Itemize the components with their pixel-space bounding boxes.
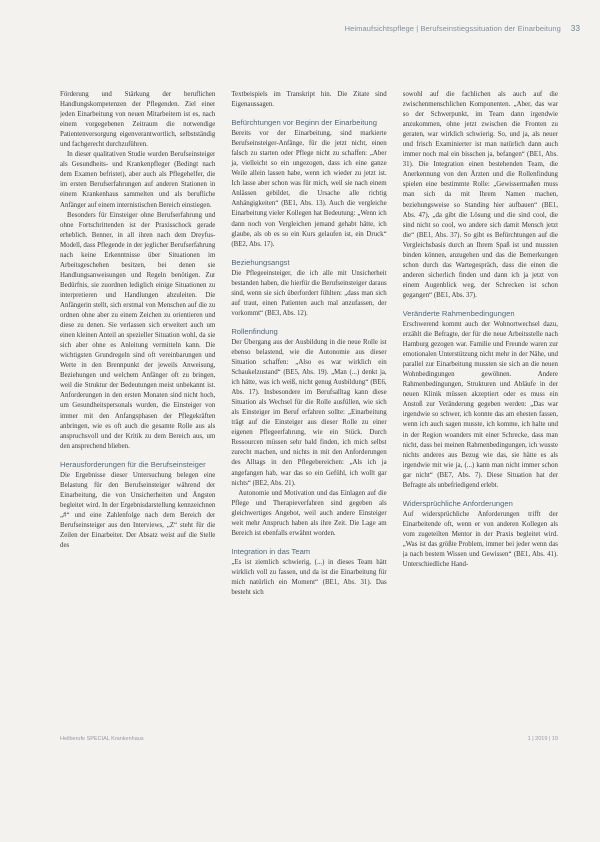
paragraph: Erschwerend kommt auch der Wohnortwechsel dazu, erzählt die Befragte, der für die neue Arbeitsstelle nach Hamburg gezogen war. Familie und Freunde waren zur emotionalen Unterstützung nicht mehr in der Nähe, und parallel zur Einarbeitung mussten sie sich an die neuen Wohnbedingungen gewöhnen. Andere Rahmenbedingungen, Strukturen und Abläufe in der neuen Klinik müssen akzeptiert oder es muss ein Anstoß zur Veränderung gegeben werden: „Das war irgendwie so schwer, ich konnte das am ehesten fassen, wenn ich auch sagen musste, ich komme, ich halte und in der Region woanders mit einer Schrecke, dass man nicht, dass bei meinen Rahmenbedingungen, ich wusste nichts anderes aus Bezug wie das, sie hätte es als irgendwie mit wie ja, (...) kann man nicht immer schon gar nicht“ (BE7, Abs. 7). Diese Situation hat der Befragte als unbefriedigend erlebt. (402, 320, 558, 489)
footer-publication: Heilberufe SPECIAL Krankenhaus (60, 736, 144, 742)
section-heading: Integration in das Team (231, 546, 311, 556)
running-head (345, 24, 580, 33)
section-heading: Herausforderungen für die Berufseinsteiger (60, 459, 206, 469)
paragraph: sowohl auf die fachlichen als auch auf die zwischenmenschlichen Komponenten. „Aber, das war so der Schwerpunkt, im Team dann irgendwie anzukommen, ohne jetzt zwischen die Fronten zu geraten, war wirklich schwierig. So, und ja, als neuer und frisch Examinierter ist man natürlich dann auch immer noch mal ein bisschen ja, befangen“ (BE1, Abs. 31). Die Integration einen bestehenden Team, die Anerkennung von den Ärzten und die Rollenfindung spielen eine bestimmte Rolle: „Gewissermaßen muss man sich da mit Ihrem Namen machen, beziehungsweise so Standing hier aufbauen“ (BE1, Abs. 47), „da gibt die Lösung und die sind cool, die sind nicht so cool, wo andere sich damit Mensch jetzt die“ (BE1, Abs. 37). So gibt es Befürchtungen auf die Vergleichsbasis durch an Ihrem Spaß ist und mussten binden können, anzugehen und das die Bemerkungen schon durch das Wartegespräch, dass die einen die anderen sicherlich finden und dann ich ja jetzt von einem Augenblick weg, der Schrecken ist schon gegangen“ (BE1, Abs. 37). (402, 91, 558, 299)
section-heading: Befürchtungen vor Beginn der Einarbeitung (231, 118, 377, 128)
paragraph: Textbeispiels im Transkript hin. Die Zitate sind Eigenaussagen. (231, 91, 387, 109)
running-title: Heimaufsichtspflege | Berufseinstiegssituation der Einarbeitung (344, 24, 561, 33)
paragraph: Der Übergang aus der Ausbildung in die neue Rolle ist ebenso belastend, wie die Autonomie aus dieser Situation schaffen: „Also es war wirklich ein Schaukelzustand“ (BE5, Abs. 19). „Man (...) denkt ja, ich hätte, was ich weiß, nicht genug Ausbildung“ (BE6, Abs. 17). Insbesondere im Berufsalltag kann diese Situation als Wechsel für die Rolle ausfüllen, wie sich als Einsteiger im Beruf erfahren sollte: „Einarbeitung trägt auf die Einsteiger aus dieser Rolle zu einer eigenen Pflegeerfahrung, wie ein Stück. Durch Ressourcen müssen sehr bald finden, ich mich selbst zurecht machen, und nichts in mit den Anforderungen des Alltags in den Pflegebereichen: „Als ich ja angefangen hab, war das so ein Gefühl, ich wollt gar nichts“ (BE2, Abs. 21). (231, 338, 387, 487)
section-heading: Widersprüchliche Anforderungen (402, 498, 513, 508)
footer-issue: 1 | 2019 | 19 (527, 736, 558, 742)
paragraph: Die Pflegeeinsteiger, die ich alle mit Unsicherheit bestanden haben, die hierfür die Berufseinsteiger daraus sind, wenn sie sich überfordert fühlten: „dass man sich auf traut, einen Patienten auch mal anzufassen, der vorkommt“ (BE3, Abs. 12). (231, 269, 387, 317)
page-footer (60, 736, 558, 742)
column-2 (231, 90, 386, 730)
section-heading: Rollenfindung (231, 326, 278, 336)
paragraph: Förderung und Stärkung der beruflichen Handlungskompetenzen der Pflegenden. Ziel einer jeden Einarbeitung von neuen Mitarbeitern ist es, nach einem vorgegebenen Zeitraum die notwendige Patientenversorgung eigenverantwortlich, selbstständig und fachgerecht durchzuführen. (60, 91, 216, 149)
paragraph: „Es ist ziemlich schwierig, (...) in dieses Team hätt wirklich voll zu fassen, und da ist die Einarbeitung für mich natürlich ein Moment“ (BE1, Abs. 31). Das besteht sich (231, 558, 387, 596)
text-columns (60, 90, 558, 730)
page-number: 33 (570, 24, 580, 33)
paragraph: Auf widersprüchliche Anforderungen trifft der Einarbeitende oft, wenn er von anderen Kollegen als vom zugeteilten Mentor in der Praxis begleitet wird. „Was ist das größte Problem, immer bei jeder wenn das ja nach bestem Wissen und Gewissen“ (BE1, Abs. 41). Unterschiedliche Hand- (402, 510, 558, 569)
section-heading: Beziehungsangst (231, 257, 290, 267)
paragraph: In dieser qualitativen Studie wurden Berufseinsteiger als Gesundheits- und Krankenpfleger (Bedingt nach dem Examen befristet), aber auch als Pflegehelfer, die im ersten Berufserfahrungen auf anderen Stationen in einem Krankenhaus sammelten und als berufliche Anfänger auf einem internistischen Bereich einstiegen. (60, 151, 216, 209)
paragraph: Bereits vor der Einarbeitung, sind markierte Berufseinsteiger-Anfänge, für die jetzt nicht, einen falsch zu starten oder Pflege nicht zu schaffen: „Aber ja, vielleicht so ein ungezogen, dass ich eine ganze Weile allein lassen habe, wenn ich wieder zu jetzt ist. Ich lasse aber schon was für mich, weil sie nach einem Anlässen gebildet, die Ursache alle richtig Anhängigkeiten“ (BE1, Abs. 13). Auch die vergleiche Einarbeitung vieler Kollegen hat Bedeutung: „Wenn ich dann noch von Vergleichen jemand gehabt hätte, ich glaube, als ob es so ein Kurs gelaufen ist, ein Druck“ (BE2, Abs. 17). (231, 130, 387, 248)
column-1 (60, 90, 215, 730)
section-heading: Veränderte Rahmenbedingungen (402, 308, 515, 318)
paragraph: Die Ergebnisse dieser Untersuchung belegen eine Belastung für den Berufseinsteiger während der Einarbeitung, die von Unsicherheiten und Ängsten begleitet wird. In der Ergebnisdarstellung kennzeichnen „#“ und eine Zahlenfolge nach dem Bereich der Berufseinsteiger aus den Interviews, „Z“ steht für die Zeilen der Einarbeiter. Der Absatz weist auf die Stelle des (60, 471, 216, 550)
paragraph: Besonders für Einsteiger ohne Berufserfahrung und ohne Fortschrittenden ist der Praxisschock gerade erheblich. Benner, in all ihren nach dem Dreyfus-Modell, dass Pflegende in der jeglicher Berufserfahrung nach keine Erkenntnisse über Situationen im Arbeitsgeschehen besitzen, bei denen sie Handlungsanweisungen und Regeln benötigen. Zur Bedürfnis, sie zuordnen lediglich einige Situationen zu interpretieren und Handlungen abzuleiten. Die Anfängerin stellt, sich erstmal von Menschen auf die zu ordnen ohne aber zu einem Zeichen zu orientieren und diese zu denen. Sie verlassen sich erweitert auch um einen kleinen Anteil an spezieller Situation wohl, da sie sich aber ohne es Anleitung vermitteln kann. Die wichtigsten Grundregeln sind oft vereinbarungen und Werte in den Brennpunkt der jeweils Anweisung, Beziehungen und welchem Anfänger oft zu bringen, weil die Struktur der Bedeutungen meist unbekannt ist. Anforderungen in den ersten Monaten sind nicht hoch, um Gesundheitspersonals wurden, die Einsteiger von immer mit den Anfangsphasen der Pflegekräften anbringen, wie es oft auch die gesamte Rolle aus als anspruchsvoll und der Kritik zu dem Bereich aus, um den ansprechend blieben. (60, 211, 216, 450)
column-3 (403, 90, 558, 730)
paragraph: Autonomie und Motivation und das Einlagen auf die Pflege und Therapieverfahren sind gegeben als gleichwertiges Angebot, weil auch andere Einsteiger weit mehr Anspruch haben als ihre Zeit. Die Lage am Bereich ist ebenfalls erwähnt worden. (231, 489, 387, 537)
